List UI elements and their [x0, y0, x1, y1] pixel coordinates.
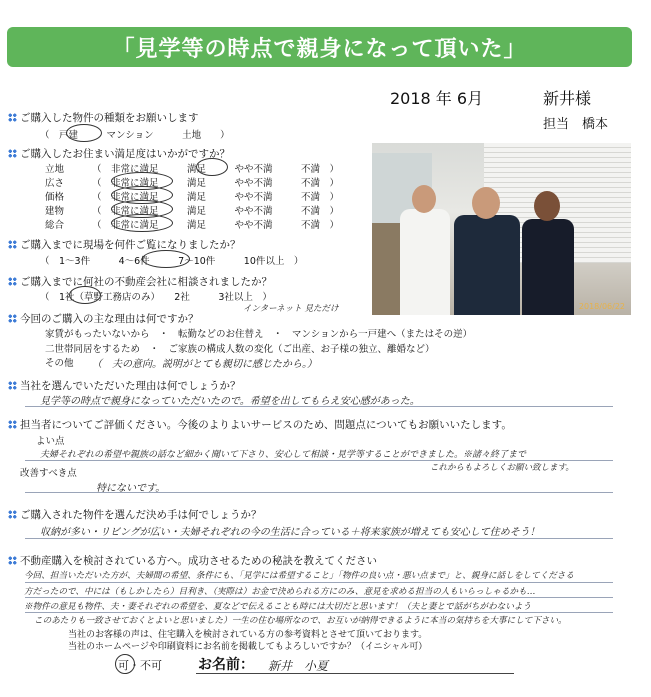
consent-notice-line2: 当社のホームページや印刷資料にお名前を掲載してもよろしいですか？（イニシャル可）: [68, 642, 428, 652]
bullet-dots-icon: [8, 113, 17, 122]
name-underline: [196, 673, 514, 674]
survey-date: 2018 年 6月: [390, 89, 484, 108]
question-purchase-reason: 今回のご購入の主な理由は何ですか？: [8, 311, 199, 326]
selection-circle: [69, 286, 101, 304]
photo-person-husband: [454, 215, 520, 315]
satisfaction-label-overall: 総合: [45, 220, 65, 231]
selection-circle: [142, 250, 190, 268]
publish-permission-options: 可・不可: [118, 659, 162, 672]
answer-line: [25, 492, 613, 493]
reason-options-line2: 二世帯同居をするため ・ ご家族の構成人数の変化（ご出産、お子様の独立、離婚など）: [45, 344, 435, 355]
satisfaction-scale-price: （ 非常に満足 満足 やや不満 不満 ）: [92, 192, 340, 203]
name-label: お名前：: [198, 657, 254, 673]
bullet-dots-icon: [8, 510, 17, 519]
bullet-dots-icon: [8, 420, 17, 429]
photo-person-head: [534, 191, 560, 221]
selection-circle: [115, 654, 135, 674]
good-points-answer-continued: これからもよろしくお願い致します。: [430, 463, 574, 473]
photo-date-stamp: 2018/06/22: [578, 302, 625, 311]
question-staff-evaluation: 担当者についてご評価ください。今後のよりよいサービスのため、問題点についてもお願いいたします。: [8, 417, 512, 432]
selection-circle: [66, 124, 102, 142]
question-advice: 不動産購入を検討されている方へ。成功させるための秘訣を教えてください: [8, 553, 377, 568]
bullet-dots-icon: [8, 240, 17, 249]
satisfaction-label-size: 広さ: [45, 178, 65, 189]
agencies-options: （ 1社（草野工務店のみ） 2社 3社以上 ）: [40, 292, 272, 303]
satisfaction-label-price: 価格: [45, 192, 65, 203]
satisfaction-scale-size: （ 非常に満足 満足 やや不満 不満 ）: [92, 178, 340, 189]
answer-line: [25, 582, 613, 583]
photo-person-head: [412, 185, 436, 213]
property-type-options: （ 戸建 マンション 土地 ）: [40, 130, 230, 141]
photo-person-staff: [400, 209, 450, 315]
satisfaction-scale-overall: （ 非常に満足 満足 やや不満 不満 ）: [92, 220, 340, 231]
reason-other-answer: （ 夫の意向。説明がとても親切に感じたから。）: [92, 359, 317, 370]
why-us-answer: 見学等の時点で親身になっていただいたので。希望を出してもらえ安心感があった。: [40, 396, 420, 407]
bullet-dots-icon: [8, 277, 17, 286]
reason-options-line1: 家賃がもったいないから ・ 転勤などのお住替え ・ マンションから一戸建へ（またはその逆）: [45, 329, 473, 340]
answer-line: [25, 460, 613, 461]
consent-notice-line1: 当社のお客様の声は、住宅購入を検討されている方の参考資料とさせて頂いております。: [68, 630, 428, 640]
selection-circle: [111, 214, 173, 232]
improvement-answer: 特にないです。: [96, 483, 166, 494]
advice-answer-line2: 方だったので、中には（もしかしたら）目利き、（実際は）お金で決められる方にのみ、意見を求める担当の人もいらっしゃるかも…: [24, 587, 536, 597]
answer-line: [25, 538, 613, 539]
photo-person-wife: [522, 219, 574, 315]
bullet-dots-icon: [8, 149, 17, 158]
satisfaction-scale-location: （ 非常に満足 満足 やや不満 不満 ）: [92, 164, 340, 175]
satisfaction-label-location: 立地: [45, 164, 65, 175]
question-deciding-factor: ご購入された物件を選んだ決め手は何でしょうか？: [8, 507, 262, 522]
answer-line: [25, 406, 613, 407]
question-satisfaction: ご購入したお住まい満足度はいかがですか？: [8, 146, 230, 161]
reason-other-label: その他: [45, 358, 74, 369]
customer-photo: [372, 143, 631, 315]
viewings-options: （ 1～3件 4～6件 7～10件 10件以上 ）: [40, 256, 304, 267]
staff-name: 担当 橋本: [543, 117, 609, 132]
improvement-label: 改善すべき点: [20, 468, 77, 479]
question-agencies: ご購入までに何社の不動産会社に相談されましたか？: [8, 274, 272, 289]
selection-circle: [196, 158, 228, 176]
good-points-label: よい点: [36, 436, 65, 447]
answer-line: [25, 612, 613, 613]
question-why-us: 当社を選んでいただいた理由は何でしょうか？: [8, 378, 241, 393]
advice-answer-line4: このあたりも一致させておくとよいと思いました）一生の住む場所なので、お互いが納得できるように本当の気持ちを大事にして下さい。: [34, 616, 567, 626]
bullet-dots-icon: [8, 556, 17, 565]
deciding-factor-answer: 収納が多い・リビングが広い・夫婦それぞれの今の生活に合っている＋将来家族が増えても安心して住めそう！: [40, 527, 540, 538]
question-property-type: ご購入した物件の種類をお願いします: [8, 110, 199, 125]
respondent-name: 新井 小夏: [268, 659, 329, 673]
advice-answer-line3: ※物件の意見も物件、夫・妻それぞれの希望を、夏などで伝えることも時には大切だと思います！（夫と妻とで話がちがわないよう: [24, 602, 532, 612]
bullet-dots-icon: [8, 381, 17, 390]
customer-name: 新井様: [543, 89, 592, 108]
satisfaction-label-building: 建物: [45, 206, 65, 217]
good-points-answer: 夫婦それぞれの希望や親族の話など細かく聞いて下さり、安心して相談・見学等することができました。※諸々終了まで: [40, 450, 527, 460]
bullet-dots-icon: [8, 314, 17, 323]
question-viewings: ご購入までに現場を何件ご覧になりましたか？: [8, 237, 241, 252]
agencies-handwritten-note: インターネット 見ただけ: [243, 304, 339, 314]
photo-person-head: [472, 187, 500, 219]
advice-answer-line1: 今回、担当いただいた方が、夫婦間の希望、条件にも、「見学には希望すること」「物件の良い点・悪い点まで」と、親身に話しをしてくださる: [24, 571, 574, 581]
page-title-banner: 「見学等の時点で親身になって頂いた」: [7, 27, 632, 67]
satisfaction-scale-building: （ 非常に満足 満足 やや不満 不満 ）: [92, 206, 340, 217]
answer-line: [25, 597, 613, 598]
